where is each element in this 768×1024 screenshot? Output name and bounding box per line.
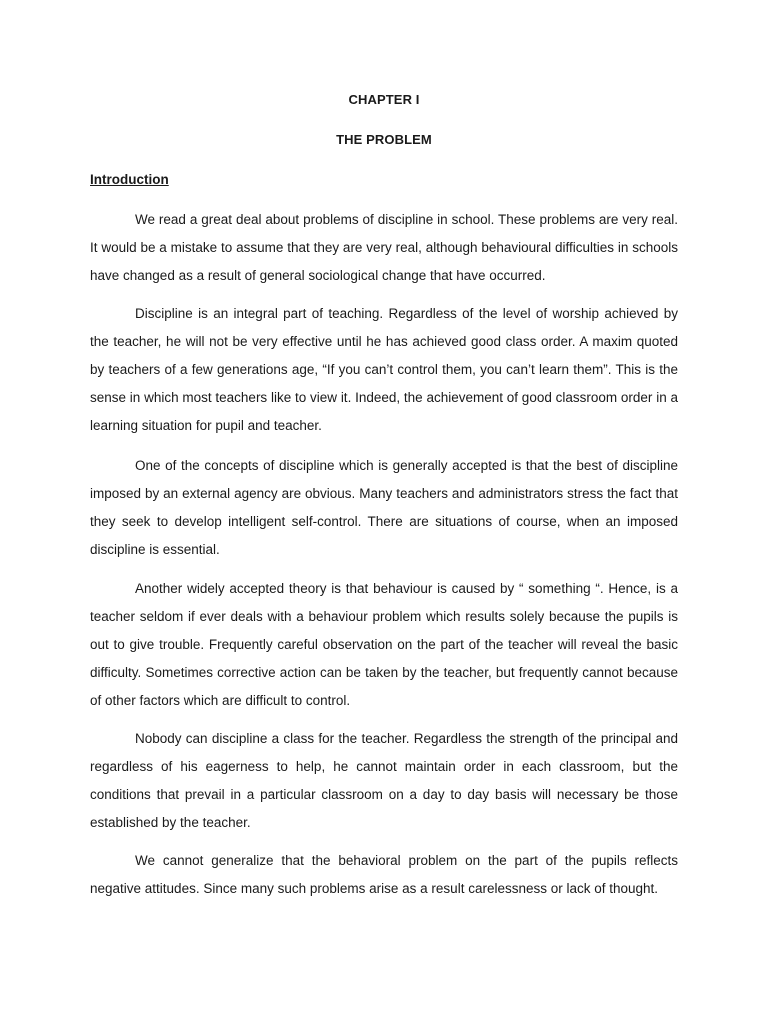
paragraph: Discipline is an integral part of teaching. Regardless of the level of worship achieved by the teacher, he will not be very effective until he has achieved good class order. A maxim quoted by teachers of a few generations age, “If you can’t control them, you can’t learn them”. This is the sense in which most teachers like to view it. Indeed, the achievement of good classroom order in a learning situation for pupil and teacher. (90, 306, 678, 433)
paragraph: We read a great deal about problems of discipline in school. These problems are very real. It would be a mistake to assume that they are very real, although behavioural difficulties in schools have changed as a result of general sociological change that have occurred. (90, 212, 678, 283)
paragraph: We cannot generalize that the behavioral problem on the part of the pupils reflects negative attitudes. Since many such problems arise as a result carelessness or lack of thought. (90, 853, 678, 896)
paragraph: Nobody can discipline a class for the teacher. Regardless the strength of the principal and regardless of his eagerness to help, he cannot maintain order in each classroom, but the conditions that prevail in a particular classroom on a day to day basis will necessary be those established by the teacher. (90, 731, 678, 830)
chapter-label: CHAPTER I (348, 92, 420, 107)
paragraph: Another widely accepted theory is that behaviour is caused by “ something “. Hence, is a teacher seldom if ever deals with a behaviour problem which results solely because the pupils is out to give trouble. Frequently careful observation on the part of the teacher will reveal the basic difficulty. Sometimes corrective action can be taken by the teacher, but frequently cannot because of other factors which are difficult to control. (90, 581, 678, 708)
section-heading: Introduction (90, 172, 169, 187)
paragraph: One of the concepts of discipline which is generally accepted is that the best of discipline imposed by an external agency are obvious. Many teachers and administrators stress the fact that they seek to develop intelligent self-control. There are situations of course, when an imposed discipline is essential. (90, 458, 678, 557)
chapter-title: THE PROBLEM (336, 132, 432, 147)
